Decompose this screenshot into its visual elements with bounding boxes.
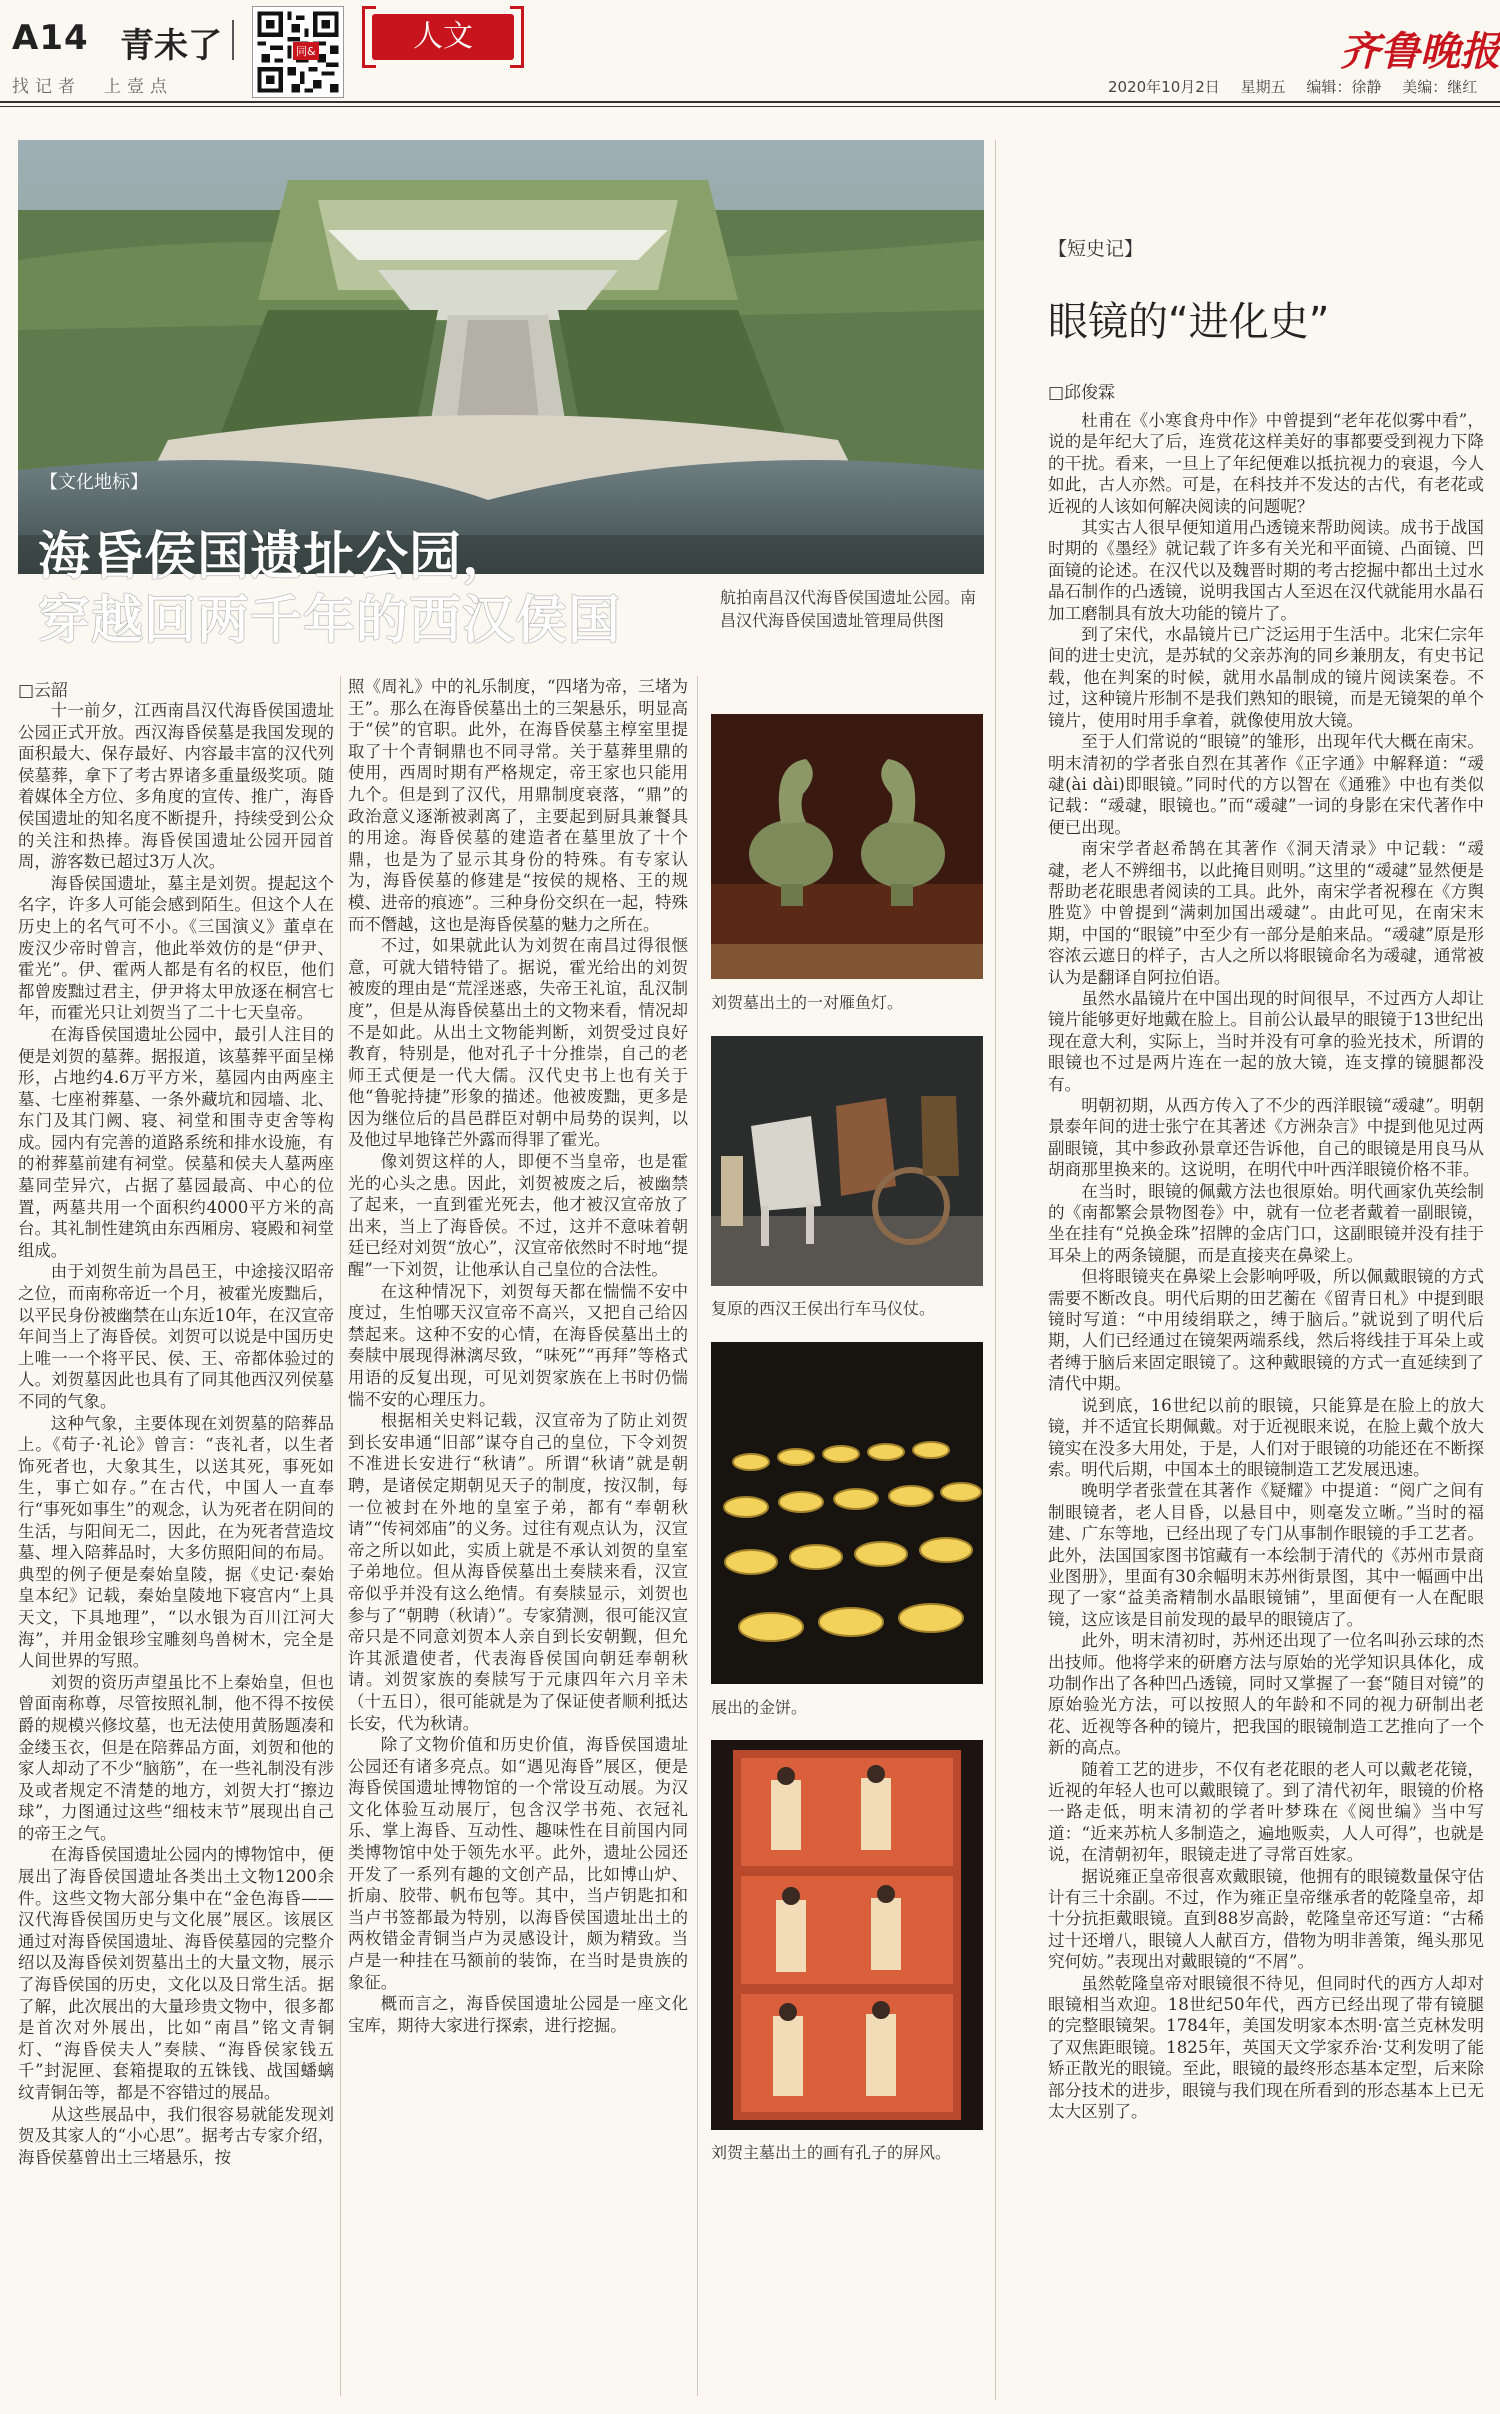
hero-caption: 航拍南昌汉代海昏侯国遗址公园。南昌汉代海昏侯国遗址管理局供图 <box>720 588 977 630</box>
issue-date: 2020年10月2日 <box>1108 78 1220 96</box>
short-history-tag: 【短史记】 <box>1048 238 1144 260</box>
issue-weekday: 星期五 <box>1240 78 1286 96</box>
masthead-rule <box>0 101 1500 103</box>
hero-aerial-photo <box>18 140 984 574</box>
paragraph: 说到底，16世纪以前的眼镜，只能算是在脸上的放大镜，并不适宜长期佩戴。对于近视眼来说，在脸上戴个放大镜实在没多大用处，于是，人们对于眼镜的功能还在不断探索。明代后期，中国本土的眼镜制造工艺发展迅速。 <box>1048 1395 1484 1479</box>
paragraph: 在海昏侯国遗址公园内的博物馆中，便展出了海昏侯国遗址各类出土文物1200余件。这些文物大部分集中在“金色海昏——汉代海昏侯国历史与文化展”展区。该展区通过对海昏侯国遗址、海昏侯墓园的完整介绍以及海昏侯刘贺墓出土的大量文物，展示了海昏侯国的历史，文化以及日常生活。据了解，此次展出的大量珍贵文物中，很多都是首次对外展出，比如“南昌”铭文青铜灯、“海昏侯夫人”奏牍、“海昏侯家钱五千”封泥匣、套箱提取的五铢钱、战国蟠螭纹青铜缶等，都是不容错过的展品。 <box>18 1845 334 2102</box>
designer-credit: 美编：继红 <box>1402 78 1478 96</box>
paragraph: 明朝初期，从西方传入了不少的西洋眼镜“叆叇”。明朝景泰年间的进士张宁在其著述《方洲杂言》中提到他见过两副眼镜，其中参政孙景章还告诉他，自己的眼镜是用良马从胡商那里换来的。这说明，在明代中叶西洋眼镜价格不菲。 <box>1048 1096 1484 1180</box>
feature-title-line2: 穿越回两千年的西汉侯国 <box>38 591 622 651</box>
photo-chariot-procession <box>711 1036 983 1286</box>
masthead-divider <box>232 20 234 60</box>
feature-column-2 <box>348 676 688 2400</box>
paragraph: 概而言之，海昏侯国遗址公园是一座文化宝库，期待大家进行探索，进行挖掘。 <box>348 1994 688 2035</box>
paragraph: 到了宋代，水晶镜片已广泛运用于生活中。北宋仁宗年间的进士史沆，是苏轼的父亲苏洵的同乡兼朋友，有史书记载，他在判案的时候，就用水晶制成的镜片阅读案卷。不过，这种镜片形制不是我们熟知的眼镜，而是无镜架的单个镜片，使用时用手拿着，就像使用放大镜。 <box>1048 625 1484 730</box>
page-number: A14 <box>12 18 89 58</box>
column-divider <box>697 676 698 2396</box>
paragraph: 像刘贺这样的人，即便不当皇帝，也是霍光的心头之患。因此，刘贺被废之后，被幽禁了起来，一直到霍光死去，他才被汉宣帝放了出来，当上了海昏侯。不过，这并不意味着朝廷已经对刘贺“放心”，汉宣帝依然时不时地“提醒”一下刘贺，让他承认自己皇位的合法性。 <box>348 1152 688 1280</box>
paragraph: 不过，如果就此认为刘贺在南昌过得很惬意，可就大错特错了。据说，霍光给出的刘贺被废的理由是“荒淫迷惑，失帝王礼谊，乱汉制度”，但是从海昏侯墓出土的文物来看，情况却不是如此。从出土文物能判断，刘贺受过良好教育，特别是，他对孔子十分推崇，自己的老师王式便是一代大儒。汉代史书上也有关于他“鲁驼持捷”形象的描述。他被废黜，更多是因为继位后的昌邑群臣对朝中局势的误判，以及他过早地锋芒外露而得罪了霍光。 <box>348 936 688 1150</box>
paragraph: 随着工艺的进步，不仅有老花眼的老人可以戴老花镜，近视的年轻人也可以戴眼镜了。到了清代初年，眼镜的价格一路走低，明末清初的学者叶梦珠在《阅世编》当中写道：“近来苏杭人多制造之，遍地贩卖，人人可得”，也就是说，在清朝初年，眼镜走进了寻常百姓家。 <box>1048 1759 1484 1865</box>
paragraph: 这种气象，主要体现在刘贺墓的陪葬品上。《荀子·礼论》曾言：“丧礼者，以生者饰死者也，大象其生，以送其死，事死如生，事亡如存。”在古代，中国人一直奉行“事死如事生”的观念，认为死者在阴间的生活，与阳间无二，因此，在为死者营造坟墓、埋入陪葬品时，大多仿照阳间的布局。典型的例子便是秦始皇陵，据《史记·秦始皇本纪》记载，秦始皇陵地下寝宫内“上具天文，下具地理”，“以水银为百川江河大海”，并用金银珍宝雕刻鸟兽树木，完全是人间世界的写照。 <box>18 1413 334 1671</box>
paragraph: 由于刘贺生前为昌邑王，中途接汉昭帝之位，而南称帝近一个月，被霍光废黜后，以平民身份被幽禁在山东近10年，在汉宣帝年间当上了海昏侯。刘贺可以说是中国历史上唯一一个将平民、侯、王、帝都体验过的人。刘贺墓因此也具有了同其他西汉列侯墓不同的气象。 <box>18 1262 334 1411</box>
editor-credit: 编辑：徐静 <box>1306 78 1382 96</box>
feature-title-line1: 海昏侯国遗址公园， <box>38 527 516 587</box>
paragraph: 根据相关史料记载，汉宣帝为了防止刘贺到长安串通“旧部”谋夺自己的皇位，下令刘贺不准进长安进行“秋请”。所谓“秋请”就是朝聘，是诸侯定期朝见天子的制度，按汉制，每一位被封在外地的皇室子弟，都有“奉朝秋请”“传祠郊庙”的义务。过往有观点认为，汉宣帝之所以如此，实质上就是不承认刘贺的皇室子弟地位。但从海昏侯墓出土奏牍来看，汉宣帝似乎并没有这么绝情。有奏牍显示，刘贺也参与了“朝聘（秋请）”。专家猜测，很可能汉宣帝只是不同意刘贺本人亲自到长安朝觐，但允许其派遣使者，代表海昏侯国向朝廷奉朝秋请。刘贺家族的奏牍写于元康四年六月辛未（十五日），很可能就是为了保证使者顺利抵达长安，代为秋请。 <box>348 1411 688 1733</box>
short-history-byline: □邱俊霖 <box>1048 383 1116 403</box>
short-history-title: 眼镜的“进化史” <box>1048 299 1330 345</box>
paragraph: 其实古人很早便知道用凸透镜来帮助阅读。成书于战国时期的《墨经》就记载了许多有关光和平面镜、凸面镜、凹面镜的论述。在汉代以及魏晋时期的考古挖掘中都出土过水晶石制作的凸透镜，说明我国古人至迟在汉代就能用水晶石加工磨制具有放大功能的镜片了。 <box>1048 518 1484 623</box>
newspaper-logo: 齐鲁晚报 <box>1340 28 1500 75</box>
paragraph: 但将眼镜夹在鼻梁上会影响呼吸，所以佩戴眼镜的方式需要不断改良。明代后期的田艺蘅在《留青日札》中提到眼镜时写道：“中用绫绢联之，缚于脑后。”就说到了明代后期，人们已经通过在镜架两端系线，然后将线挂于耳朵上或者缚于脑后来固定眼镜了。这种戴眼镜的方式一直延续到了清代中期。 <box>1048 1267 1484 1394</box>
paragraph: 南宋学者赵希鹄在其著作《洞天清录》中记载：“叆叇，老人不辨细书，以此掩目则明。”这里的“叆叇”显然便是帮助老花眼患者阅读的工具。此外，南宋学者祝穆在《方舆胜览》中曾提到“满刺加国出叆叇”。由此可见，在南宋末期，中国的“眼镜”中至少有一部分是舶来品。“叆叇”原是形容浓云遮日的样子，古人之所以将眼镜命名为叆叇，通常被认为是翻译自阿拉伯语。 <box>1048 839 1484 987</box>
photo-gold-cakes <box>711 1342 983 1684</box>
photo-caption: 刘贺主墓出土的画有孔子的屏风。 <box>711 2143 952 2162</box>
dateline <box>1108 76 1493 97</box>
paragraph: 此外，明末清初时，苏州还出现了一位名叫孙云球的杰出技师。他将学来的研磨方法与原始的光学知识具体化，成功制作出了各种凹凸透镜，同时又掌握了一套“随目对镜”的原始验光方法，可以按照人的年龄和不同的视力研制出老花、近视等各种的镜片，把我国的眼镜制造工艺推向了一个新的高点。 <box>1048 1631 1484 1758</box>
paragraph: 在这种情况下，刘贺每天都在惴惴不安中度过，生怕哪天汉宣帝不高兴，又把自己给囚禁起来。这种不安的心情，在海昏侯墓出土的奏牍中展现得淋漓尽致，“味死”“再拜”等格式用语的反复出现，可见刘贺家族在上书时仍惴惴不安的心理压力。 <box>348 1281 688 1409</box>
section-tag: 人文 <box>413 19 473 54</box>
slogan: 找记者 上壹点 <box>12 77 173 97</box>
qr-badge: 同& <box>293 42 319 60</box>
paragraph: 虽然乾隆皇帝对眼镜很不待见，但同时代的西方人却对眼镜相当欢迎。18世纪50年代，西方已经出现了带有镜腿的完整眼镜架。1784年，美国发明家本杰明·富兰克林发明了双焦距眼镜。1825年，英国天文学家乔治·艾利发明了能矫正散光的眼镜。至此，眼镜的最终形态基本定型，后来除部分技术的进步，眼镜与我们现在所看到的形态基本上已无太大区别了。 <box>1048 1973 1484 2122</box>
paragraph: 杜甫在《小寒食舟中作》中曾提到“老年花似雾中看”，说的是年纪大了后，连赏花这样美好的事都要受到视力下降的干扰。看来，一旦上了年纪便难以抵抗视力的衰退，今人如此，古人亦然。可是，在科技并不发达的古代，有老花或近视的人该如何解决阅读的问题呢？ <box>1048 411 1484 516</box>
paragraph: 从这些展品中，我们很容易就能发现刘贺及其家人的“小心思”。据考古专家介绍，海昏侯墓曾出土三堵悬乐，按 <box>18 2104 334 2167</box>
paragraph: 刘贺的资历声望虽比不上秦始皇，但也曾面南称尊，尽管按照礼制，他不得不按侯爵的规模兴修坟墓，也无法使用黄肠题凑和金缕玉衣，但是在陪葬品方面，刘贺和他的家人却动了不少“脑筋”，在一些礼制没有涉及或者规定不清楚的地方，刘贺大打“擦边球”，力图通过这些“细枝末节”展现出自己的帝王之气。 <box>18 1672 334 1843</box>
paragraph: 晚明学者张萱在其著作《疑耀》中提道：“阅广之间有制眼镜者，老人目昏，以悬目中，则毫发立晰。”当时的福建、广东等地，已经出现了专门从事制作眼镜的手工艺者。此外，法国国家图书馆藏有一本绘制于清代的《苏州市景商业图册》，里面有30余幅明末苏州街景图，其中一幅画中出现了一家“益美斋精制水晶眼镜铺”，里面便有一人在配眼镜，这应该是目前发现的最早的眼镜店了。 <box>1048 1481 1484 1629</box>
column-divider <box>340 676 341 2396</box>
paragraph: 除了文物价值和历史价值，海昏侯国遗址公园还有诸多亮点。如“遇见海昏”展区，便是海昏侯国遗址博物馆的一个常设互动展。为汉文化体验互动展厅，包含汉学书苑、衣冠礼乐、掌上海昏、互动性、趣味性在目前国内同类博物馆中处于领先水平。此外，遗址公园还开发了一系列有趣的文创产品，比如博山炉、折扇、胶带、帆布包等。其中，当卢钥匙扣和当卢书签都最为特别，以海昏侯国遗址出土的两枚错金青铜当卢为灵感设计，颇为精致。当卢是一种挂在马额前的装饰，在当时是贵族的象征。 <box>348 1735 688 1992</box>
photo-confucius-screen <box>711 1740 983 2130</box>
paragraph: 至于人们常说的“眼镜”的雏形，出现年代大概在南宋。明末清初的学者张自烈在其著作《正字通》中解释道：“叆叇(ài dài)即眼镜。”同时代的方以智在《通雅》中也有类似记载：“叆叇，眼镜也。”而“叆叇”一词的身影在宋代著作中便已出现。 <box>1048 732 1484 837</box>
paragraph: 在当时，眼镜的佩戴方法也很原始。明代画家仇英绘制的《南都繁会景物图卷》中，就有一位老者戴着一副眼镜，坐在挂有“兑换金珠”招牌的金店门口，这副眼镜并没有挂于耳朵上的两条镜腿，而是直接夹在鼻梁上。 <box>1048 1181 1484 1265</box>
feature-column-1 <box>18 700 334 2400</box>
photo-caption: 展出的金饼。 <box>711 1698 808 1717</box>
short-history-body <box>1048 410 1484 2400</box>
paragraph: 虽然水晶镜片在中国出现的时间很早，不过西方人却让镜片能够更好地戴在脸上。目前公认最早的眼镜于13世纪出现在意大利，实际上，当时并没有可拿的验光技术，所谓的眼镜也不过是两片连在一起的放大镜，连支撑的镜腿都没有。 <box>1048 988 1484 1094</box>
photo-goose-fish-lamps <box>711 714 983 979</box>
feature-tag: 【文化地标】 <box>40 472 148 493</box>
column-divider <box>995 140 996 2400</box>
photo-caption: 复原的西汉王侯出行车马仪仗。 <box>711 1299 936 1318</box>
paragraph: 在海昏侯国遗址公园中，最引人注目的便是刘贺的墓葬。据报道，该墓葬平面呈梯形，占地约4.6万平方米，墓园内由两座主墓、七座祔葬墓、一条外藏坑和园墙、北、东门及其门阙、寝、祠堂和围寺吏舍等构成。园内有完善的道路系统和排水设施，有的祔葬墓前建有祠堂。侯墓和侯夫人墓两座墓同茔异穴，占据了墓园最高、中心的位置，两墓共用一个面积约4000平方米的高台。其礼制性建筑由东西厢房、寝殿和祠堂组成。 <box>18 1024 334 1260</box>
paragraph: 海昏侯国遗址，墓主是刘贺。提起这个名字，许多人可能会感到陌生。但这个人在历史上的名气可不小。《三国演义》董卓在废汉少帝时曾言，他此举效仿的是“伊尹、霍光”。伊、霍两人都是有名的权臣，他们都曾废黜过君主，伊尹将太甲放逐在桐宫七年，而霍光只让刘贺当了二十七天皇帝。 <box>18 873 334 1023</box>
paragraph: 十一前夕，江西南昌汉代海昏侯国遗址公园正式开放。西汉海昏侯墓是我国发现的面积最大、保存最好、内容最丰富的汉代列侯墓葬，拿下了考古界诸多重量级奖项。随着媒体全方位、多角度的宣传、推广，海昏侯国遗址的知名度不断提升，持续受到公众的关注和热捧。海昏侯国遗址公园开园首周，游客数已超过3万人次。 <box>18 701 334 872</box>
feature-byline: □云韶 <box>18 681 69 701</box>
paragraph: 照《周礼》中的礼乐制度，“四堵为帝，三堵为王”。那么在海昏侯墓出土的三架悬乐，明显高于“侯”的官职。此外，在海昏侯墓主椁室里提取了十个青铜鼎也不同寻常。关于墓葬里鼎的使用，西周时期有严格规定，帝王家也只能用九个。但是到了汉代，用鼎制度衰落，“鼎”的政治意义逐渐被剥离了，主要起到厨具兼餐具的用途。海昏侯墓的建造者在墓里放了十个鼎，也是为了显示其身份的特殊。有专家认为，海昏侯墓的修建是“按侯的规格、王的规模、进帝的痕迹”。三种身份交织在一起，特殊而不僭越，这也是海昏侯墓的魅力之所在。 <box>348 677 688 934</box>
photo-caption: 刘贺墓出土的一对雁鱼灯。 <box>711 993 904 1012</box>
masthead-rule-thin <box>0 106 1500 107</box>
paragraph: 据说雍正皇帝很喜欢戴眼镜，他拥有的眼镜数量保守估计有三十余副。不过，作为雍正皇帝继承者的乾隆皇帝，却十分抗拒戴眼镜。直到88岁高龄，乾隆皇帝还写道：“古稀过十还增八，眼镜人人献百方，借物为明非善策，绳头那见究何妨。”表现出对戴眼镜的“不屑”。 <box>1048 1866 1484 1972</box>
section-name: 青未了 <box>120 26 222 66</box>
